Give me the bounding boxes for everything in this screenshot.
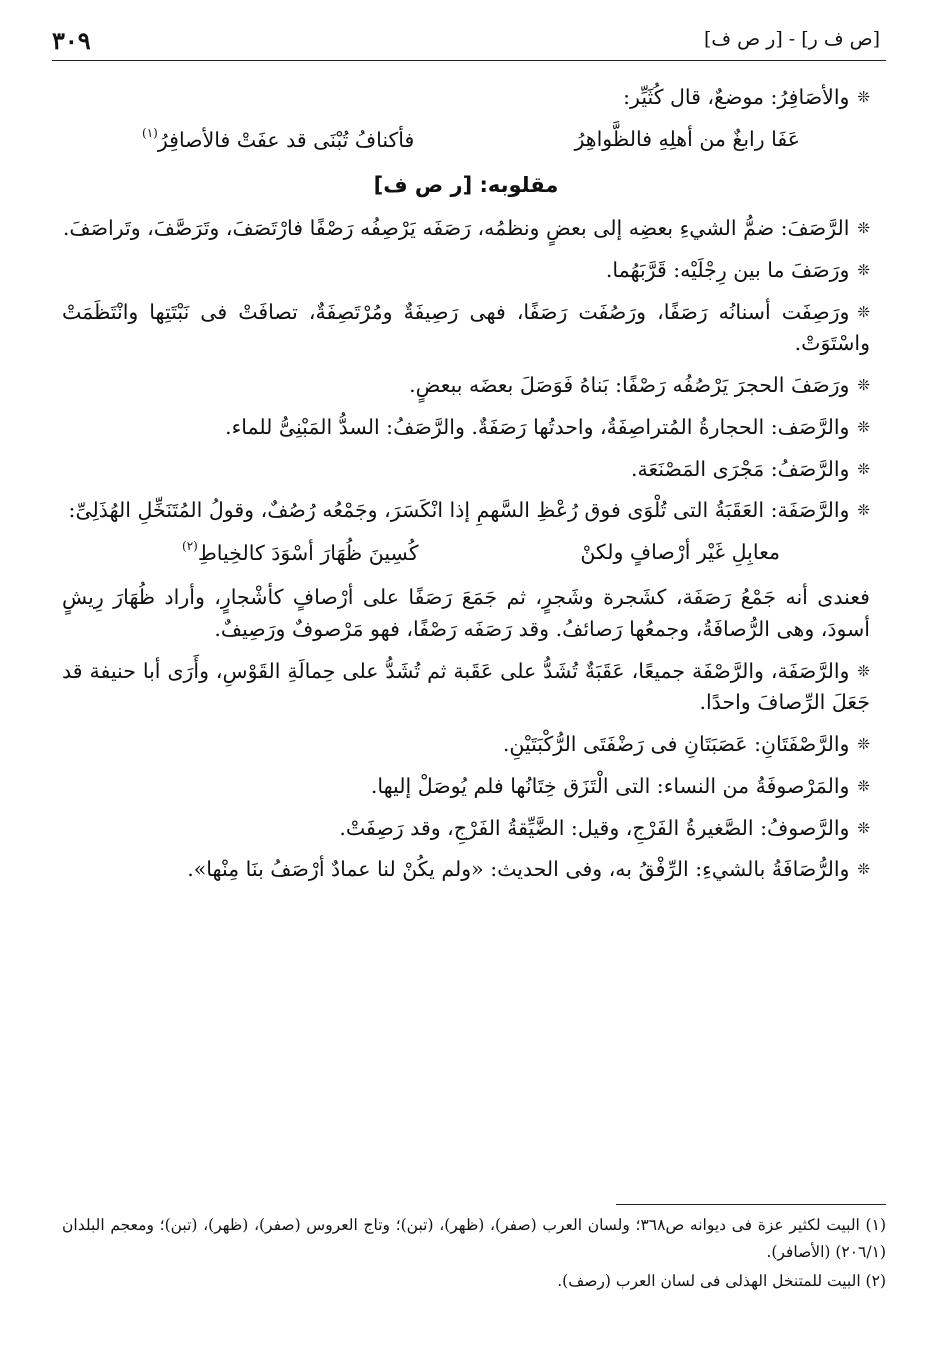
footnotes: [62, 1212, 886, 1297]
entry-star-icon: ❊: [857, 818, 870, 837]
entry-rasaf-rijlayh: [62, 255, 870, 287]
entry-explanation: فعندى أنه جَمْعُ رَصَفَة، كشَجرة وشَجرٍ، ثم جَمَعَ رَصَفًا على أرْصافٍ كأشْجارٍ، وأراد ظُهَارَ رِيشٍ أسودَ، وهى الرُّصافَةُ، وجمعُها رَصائفُ. وقد رَصَفَه رَصْفًا، فهو مَرْصوفٌ ورَصِيفٌ.: [62, 584, 870, 641]
verse-mutanakhkhil: [62, 537, 870, 570]
entry-text: والرَّصَفَة، والرَّصْفَة جميعًا، عَقَبَةٌ تُشَدُّ على عَقَبة ثم تُشَدُّ على حِمالَةِ القَوْسِ، وأَرَى أبا حنيفة قد جَعَلَ الرِّصافَ واحدًا.: [62, 658, 870, 715]
verse-first-hemistich: عَفَا رابغٌ من أهلِهِ فالظَّواهِرُ: [574, 126, 800, 151]
verse-first-hemistich: معابِلِ غَيْر أرْصافٍ ولكنْ: [580, 540, 780, 565]
footnote-2: (٢) البيت للمتنخل الهذلى فى لسان العرب (رصف).: [557, 1272, 886, 1291]
entry-text: والرَّصَف: الحجارةُ المُتراصِفَةُ، واحدتُها رَصَفَةٌ. والرَّصَفُ: السدُّ المَبْنِىُّ للماء.: [225, 414, 850, 439]
main-text: [62, 82, 870, 896]
entry-text: والرُّصَافَةُ بالشيءِ: الرِّفْقُ به، وفى الحديث: «ولم يكُنْ لنا عمادٌ أرْصَفُ بنَا مِنْها».: [187, 857, 850, 882]
verse-second-hemistich: [182, 537, 419, 570]
entry-star-icon: ❊: [857, 88, 870, 106]
entry-text: ورَصِفَت أسنانُه رَصَفًا، ورَصُفَت رَصَفًا، فهى رَصِيفَةٌ ومُرْتَصِفَةٌ، تصافَتْ فى نَبْتَتِها وانْتَظَمَتْ واسْتَوَتْ.: [62, 299, 870, 356]
entry-text: والرَّصوفُ: الصَّغيرةُ الفَرْجِ، وقيل: الضَّيِّقةُ الفَرْجِ، وقد رَصِفَتْ.: [339, 815, 850, 840]
verse-second-hemistich: [142, 124, 414, 157]
entry-rusafa: [62, 854, 870, 886]
verse-text: فأكنافُ تُبْنَى قد عفَتْ فالأصافِرُ: [157, 127, 415, 152]
footnote-divider: [616, 1204, 886, 1205]
entry-rasuf: [62, 813, 870, 845]
section-heading: مقلوبه: [ر ص ف]: [373, 172, 559, 197]
entry-star-icon: ❊: [857, 302, 870, 321]
entry-star-icon: ❊: [857, 459, 870, 478]
entry-rasaf-majra: [62, 454, 870, 486]
entry-rasafa-aqaba: [62, 495, 870, 527]
entry-rasfatan: [62, 729, 870, 761]
entry-marsufa: [62, 771, 870, 803]
entry-star-icon: ❊: [857, 776, 870, 795]
entry-star-icon: ❊: [857, 860, 870, 879]
entry-text: والمَرْصوفَةُ من النساء: التى الْتَزَق خِتَانُها فلم يُوصَلْ إليها.: [370, 773, 850, 798]
entry-text: الرَّصَفَ: ضمُّ الشيءِ بعضِه إلى بعضٍ ونظمُه، رَصَفَه يَرْصِفُه رَصْفًا فارْتَصَفَ، وتَرَصَّفَ، وتَراصَفَ.: [62, 216, 850, 241]
entry-text: ورَصَفَ ما بين رِجْلَيْه: قَرَّبَهُما.: [605, 257, 850, 282]
verse-kuthayyir: [62, 124, 870, 157]
entry-star-icon: ❊: [857, 735, 870, 754]
entry-star-icon: ❊: [857, 501, 870, 520]
verse-text: كُسِينَ ظُهَارَ أسْوَدَ كالخِياطِ: [197, 541, 419, 566]
header-divider: [52, 60, 886, 61]
footnote-ref-1: (١): [142, 125, 158, 140]
entry-star-icon: ❊: [857, 260, 870, 279]
footnote-1: (١) البيت لكثير عزة فى ديوانه ص٣٦٨؛ ولسان العرب (صفر)، (ظهر)، (تبن)؛ وتاج العروس (صفر)، (ظهر)، (تبن)؛ ومعجم البلدان (٢٠٦/١) (الأصافر).: [62, 1216, 886, 1262]
entry-star-icon: ❊: [857, 661, 870, 680]
entry-text: ورَصَفَ الحجرَ يَرْصُفُه رَصْفًا: بَناهُ فَوَصَلَ بعضَه ببعضٍ.: [409, 373, 850, 398]
entry-rasf-hijara: [62, 412, 870, 444]
entry-asafir: [62, 82, 870, 114]
entry-rasifat-asnan: [62, 297, 870, 361]
running-head: [ص ف ر] - [ر ص ف]: [704, 28, 880, 50]
entry-rasafa-both: [62, 656, 870, 720]
entry-text: والرَّصْفَتَانِ: عَصَبَتَانِ فى رَضْفَتَى الرُّكْبَتَيْنِ.: [502, 732, 850, 757]
page-header: [52, 22, 880, 56]
page-number: ٣٠٩: [52, 26, 91, 55]
entry-rasaf: [62, 213, 870, 245]
entry-star-icon: ❊: [857, 219, 870, 238]
footnote-ref-2: (٢): [182, 539, 198, 554]
entry-text: والرَّصَفَة: العَقَبَةُ التى تُلْوَى فوق رُعْظِ السَّهمِ إذا انْكَسَرَ، وجَمْعُه رُصُفٌ، وقولُ المُتَنَخِّلِ الهُذَلِىِّ:: [68, 498, 850, 523]
entry-star-icon: ❊: [857, 417, 870, 436]
entry-text: والرَّصَفُ: مَجْرَى المَصْنَعَة.: [630, 456, 850, 481]
entry-text: والأصَافِرُ: موضعٌ، قال كُثَيِّر:: [623, 85, 850, 109]
entry-rasaf-hajar: [62, 370, 870, 402]
entry-star-icon: ❊: [857, 376, 870, 395]
